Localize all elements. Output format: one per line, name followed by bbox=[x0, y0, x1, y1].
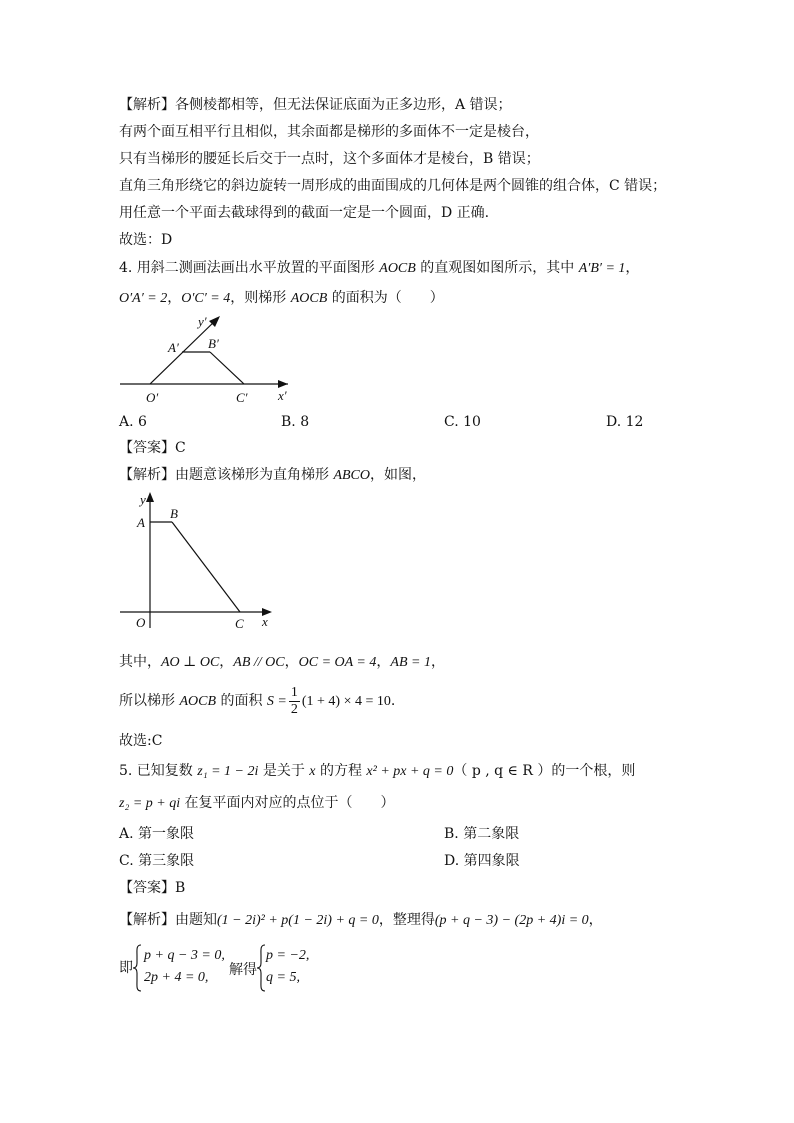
analysis-tag: 【解析】 bbox=[119, 97, 175, 113]
question-stem: z₂ = p + qi 在复平面内对应的点位于（ ） bbox=[119, 795, 395, 811]
analysis-line: 有两个面互相平行且相似，其余面都是梯形的多面体不一定是棱台， bbox=[119, 124, 539, 140]
option-b: B. 8 bbox=[281, 414, 310, 430]
equation-system-1: p + q − 3 = 0, 2p + 4 = 0, bbox=[144, 948, 225, 985]
analysis-line: 【解析】由题意该梯形为直角梯形 ABCO，如图， bbox=[119, 467, 427, 483]
left-brace bbox=[132, 944, 142, 992]
option-d: D. 12 bbox=[606, 414, 644, 430]
fraction: $\frac{1}{2}$ bbox=[290, 684, 298, 717]
x-axis-arrow bbox=[278, 380, 288, 388]
y-axis-line bbox=[150, 318, 218, 384]
analysis-line: 直角三角形绕它的斜边旋转一周形成的曲面围成的几何体是两个圆锥的组合体，C 错误； bbox=[119, 178, 667, 194]
option-a: A. 6 bbox=[119, 414, 147, 430]
equation-system-2: p = −2, q = 5, bbox=[266, 948, 310, 985]
option-c: C. 10 bbox=[444, 414, 481, 430]
oblique-figure bbox=[110, 310, 310, 410]
option-d: D. 第四象限 bbox=[444, 853, 520, 869]
label-o: O bbox=[136, 615, 146, 630]
label-x: x′ bbox=[278, 388, 287, 403]
trapezoid-figure bbox=[110, 488, 280, 633]
label-a: A′ bbox=[168, 340, 179, 355]
label-x: x bbox=[262, 614, 268, 629]
label-y: y′ bbox=[198, 314, 207, 329]
answer-line: 故选：D bbox=[119, 232, 173, 248]
analysis-line: 【解析】由题知(1 − 2i)² + p(1 − 2i) + q = 0，整理得(p + q − 3) − (2p + 4)i = 0， bbox=[119, 912, 603, 928]
label-b: B bbox=[170, 506, 178, 521]
answer-line: 【答案】C bbox=[119, 440, 186, 456]
option-a: A. 第一象限 bbox=[119, 826, 195, 842]
jiede-label: 解得 bbox=[229, 962, 257, 978]
label-c: C bbox=[235, 616, 244, 631]
question-stem: 4. 用斜二测画法画出水平放置的平面图形 AOCB 的直观图如图所示，其中 A′B′ = 1， bbox=[119, 260, 640, 276]
y-axis-arrow bbox=[146, 492, 154, 502]
label-b: B′ bbox=[208, 336, 219, 351]
analysis-line: 只有当梯形的腰延长后交于一点时，这个多面体才是棱台，B 错误； bbox=[119, 151, 540, 167]
label-y: y bbox=[140, 492, 146, 507]
answer-line: 故选:C bbox=[119, 733, 163, 749]
ji-label: 即 bbox=[119, 960, 133, 976]
label-c: C′ bbox=[236, 390, 248, 405]
left-brace bbox=[256, 944, 266, 992]
option-c: C. 第三象限 bbox=[119, 853, 195, 869]
option-b: B. 第二象限 bbox=[444, 826, 520, 842]
analysis-line: 用任意一个平面去截球得到的截面一定是一个圆面，D 正确. bbox=[119, 205, 490, 221]
segment-bc bbox=[172, 522, 240, 612]
analysis-line: 【解析】各侧棱都相等，但无法保证底面为正多边形，A 错误； bbox=[119, 97, 512, 113]
segment-bc bbox=[210, 352, 244, 384]
question-stem: O′A′ = 2，O′C′ = 4，则梯形 AOCB 的面积为（ ） bbox=[119, 290, 444, 306]
label-a: A bbox=[137, 515, 145, 530]
analysis-line: 其中，AO ⊥ OC，AB // OC，OC = OA = 4，AB = 1， bbox=[119, 654, 445, 670]
answer-line: 【答案】B bbox=[119, 880, 186, 896]
label-o: O′ bbox=[146, 390, 159, 405]
analysis-line: 所以梯形 AOCB 的面积 S = $\frac{1}{2}$ (1 + 4) × 4 = 10. bbox=[119, 684, 396, 717]
question-stem: 5. 已知复数 z₁ = 1 − 2i 是关于 x 的方程 x² + px + q = 0（ p , q ∈ R ）的一个根，则 bbox=[119, 763, 636, 779]
